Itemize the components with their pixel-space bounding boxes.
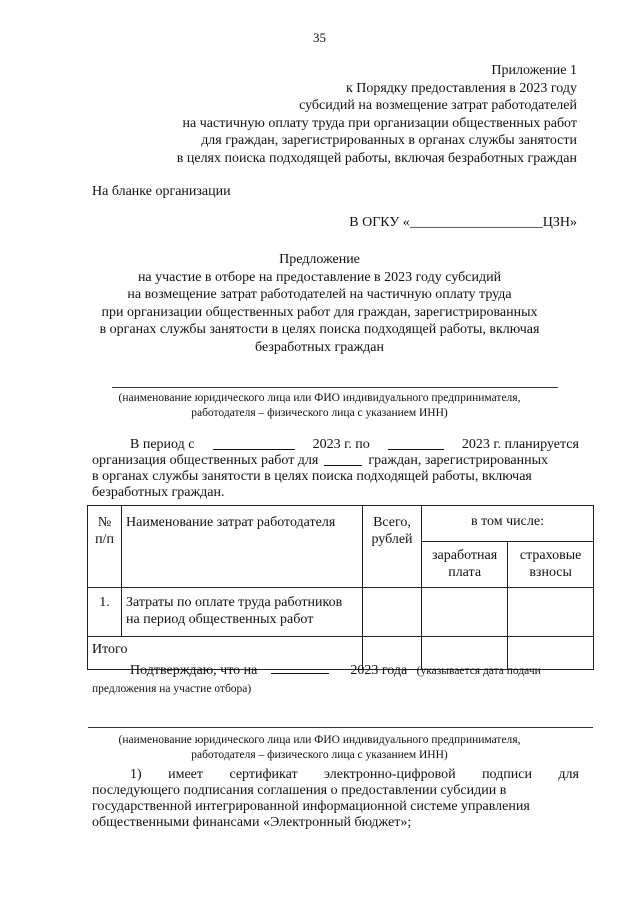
period-text: организация общественных работ для — [92, 453, 319, 468]
item-1-line — [92, 767, 579, 783]
row-salary-cell[interactable] — [422, 588, 508, 637]
header-name: Наименование затрат работодателя — [122, 506, 363, 588]
item-1-line: общественными финансами «Электронный бюджет»; — [92, 815, 412, 830]
total-label: Итого — [88, 637, 363, 670]
caption-line: работодателя – физического лица с указанием ИНН) — [191, 407, 448, 419]
title-line: при организации общественных работ для граждан, зарегистрированных — [101, 304, 538, 320]
signer-caption — [0, 733, 639, 763]
row-num: 1. — [88, 588, 122, 637]
appendix-line: на частичную оплату труда при организации общественных работ — [182, 115, 577, 131]
table-row — [88, 588, 594, 637]
appendix-line: для граждан, зарегистрированных в органах службы занятости — [201, 133, 577, 149]
caption-line: (наименование юридического лица или ФИО индивидуального предпринимателя, — [118, 734, 521, 746]
header-insurance: страховые взносы — [508, 542, 594, 588]
header-including: в том числе: — [422, 506, 594, 542]
caption-line: (наименование юридического лица или ФИО индивидуального предпринимателя, — [118, 392, 521, 404]
confirm-note: (указывается дата подачи предложения на участие отбора) — [92, 665, 541, 695]
period-line — [92, 437, 579, 453]
appendix-line: к Порядку предоставления в 2023 году — [345, 80, 577, 96]
period-text: безработных граждан. — [92, 485, 225, 500]
addressee: В ОГКУ «___________________ЦЗН» — [349, 215, 577, 230]
appendix-line: в целях поиска подходящей работы, включая безработных граждан — [176, 150, 577, 166]
title-line: безработных граждан — [255, 339, 384, 355]
header-num: № п/п — [88, 506, 122, 588]
item-1-line: государственной интегрированной информационной системе управления — [92, 799, 530, 814]
period-text: граждан, зарегистрированных — [368, 453, 549, 468]
title-line: на возмещение затрат работодателей на частичную оплату труда — [127, 287, 512, 303]
row-name: Затраты по оплате труда работников на период общественных работ — [122, 588, 363, 637]
row-insurance-cell[interactable] — [508, 588, 594, 637]
period-text: в органах службы занятости в целях поиска подходящей работы, включая — [92, 469, 532, 484]
header-salary: заработная плата — [422, 542, 508, 588]
title-line: Предложение — [279, 252, 360, 267]
period-text: 2023 г. по — [312, 437, 370, 452]
title-line: в органах службы занятости в целях поиска подходящей работы, включая — [99, 322, 540, 338]
item-word: подписи — [482, 767, 532, 782]
period-paragraph — [92, 437, 579, 501]
page-number: 35 — [313, 30, 326, 45]
item-word: 1) — [130, 767, 142, 782]
applicant-caption — [0, 391, 639, 421]
confirm-text: 2023 года — [350, 663, 408, 678]
end-date-blank[interactable] — [388, 437, 444, 450]
document-title — [0, 251, 639, 357]
item-1-line: последующего подписания соглашения о предоставлении субсидии в — [92, 783, 507, 798]
letterhead-note: На бланке организации — [92, 184, 231, 199]
signer-name-line — [88, 727, 593, 728]
item-word: имеет — [168, 767, 204, 782]
applicant-name-line — [112, 387, 558, 388]
item-word: сертификат — [229, 767, 298, 782]
costs-table — [87, 505, 594, 670]
confirm-date-blank[interactable] — [271, 661, 329, 674]
appendix-line: субсидий на возмещение затрат работодателей — [299, 98, 577, 114]
appendix-heading — [177, 62, 577, 168]
header-total: Всего, рублей — [363, 506, 422, 588]
caption-line: работодателя – физического лица с указанием ИНН) — [191, 749, 448, 761]
start-date-blank[interactable] — [213, 437, 295, 450]
citizens-count-blank[interactable] — [324, 453, 362, 466]
appendix-line: Приложение 1 — [491, 63, 577, 78]
item-1-paragraph — [92, 767, 579, 831]
period-text: В период с — [130, 437, 195, 452]
row-total-cell[interactable] — [363, 588, 422, 637]
period-line — [92, 453, 579, 469]
period-text: 2023 г. планируется — [461, 437, 579, 452]
item-word: электронно-цифровой — [324, 767, 456, 782]
confirmation-paragraph — [92, 661, 592, 698]
confirm-text: Подтверждаю, что на — [130, 663, 258, 678]
item-word: для — [558, 767, 579, 782]
title-line: на участие в отборе на предоставление в 2023 году субсидий — [137, 269, 502, 285]
